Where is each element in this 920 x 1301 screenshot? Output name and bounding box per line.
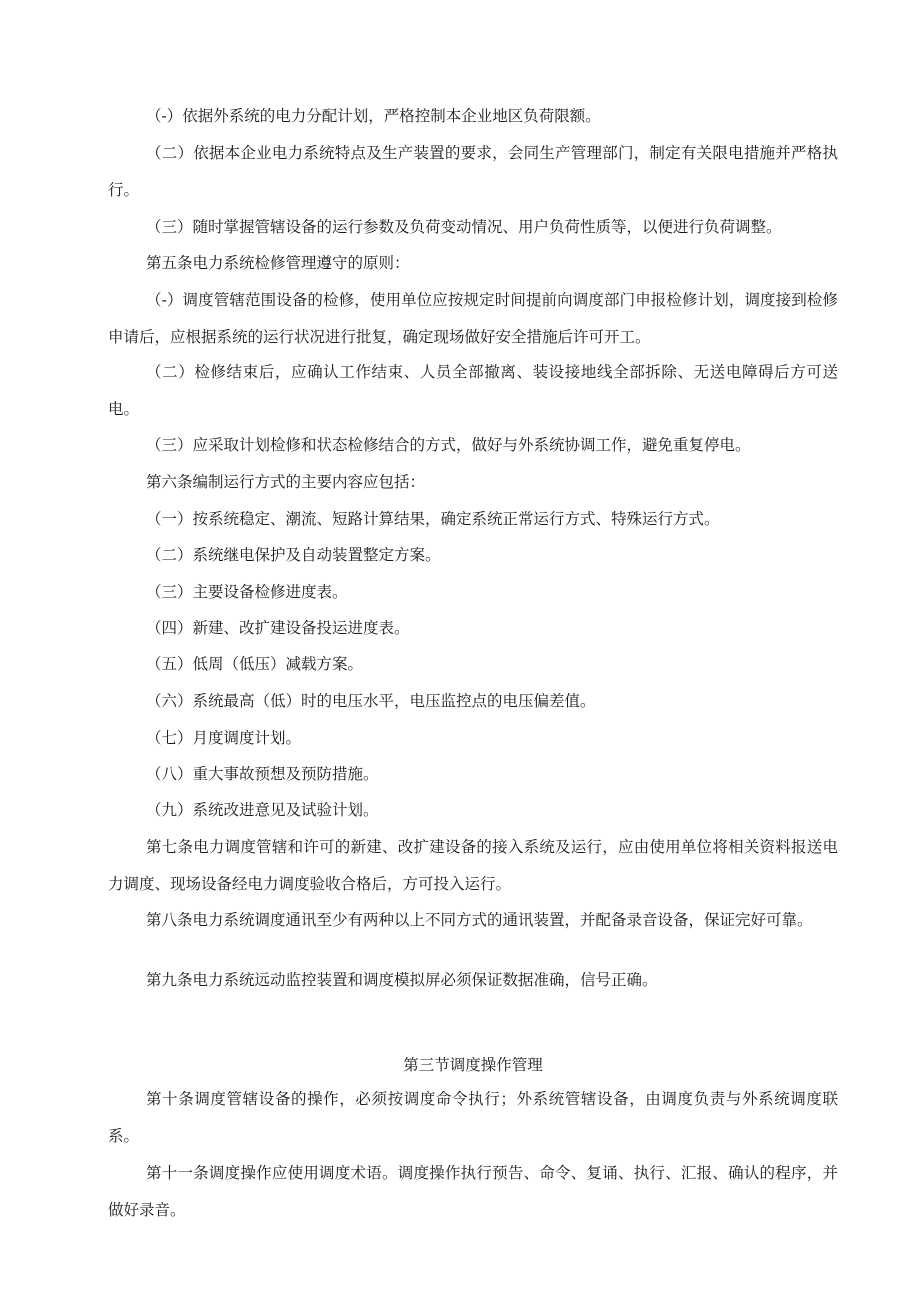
article-11: 第十一条调度操作应使用调度术语。调度操作执行预告、命令、复诵、执行、汇报、确认的程序，并做好录音。 [108, 1164, 838, 1219]
paragraph-5: （-）调度管辖范围设备的检修，使用单位应按规定时间提前向调度部门申报检修计划，调度接到检修申请后，应根据系统的运行状况进行批复，确定现场做好安全措施后许可开工。 [108, 291, 838, 346]
list-item-5: （五）低周（低压）减载方案。 [146, 655, 364, 673]
list-item-9: （九）系统改进意见及试验计划。 [146, 801, 379, 819]
paragraph-7: （三）应采取计划检修和状态检修结合的方式，做好与外系统协调工作，避免重复停电。 [146, 436, 751, 454]
article-7: 第七条电力调度管辖和许可的新建、改扩建设备的接入系统及运行，应由使用单位将相关资料报送电力调度、现场设备经电力调度验收合格后，方可投入运行。 [108, 838, 838, 893]
list-item-4: （四）新建、改扩建设备投运进度表。 [146, 619, 410, 637]
section-heading: 第三节调度操作管理 [403, 1056, 543, 1074]
article-8: 第八条电力系统调度通讯至少有两种以上不同方式的通讯装置，并配备录音设备，保证完好可靠。 [146, 911, 813, 929]
paragraph-3: （三）随时掌握管辖设备的运行参数及负荷变动情况、用户负荷性质等，以便进行负荷调整。 [146, 218, 782, 236]
article-6-heading: 第六条编制运行方式的主要内容应包括： [146, 473, 426, 491]
article-9: 第九条电力系统远动监控装置和调度模拟屏必须保证数据准确，信号正确。 [146, 971, 658, 989]
paragraph-2: （二）依据本企业电力系统特点及生产装置的要求，会同生产管理部门，制定有关限电措施并严格执行。 [108, 144, 838, 199]
list-item-2: （二）系统继电保护及自动装置整定方案。 [146, 546, 441, 564]
article-10: 第十条调度管辖设备的操作，必须按调度命令执行；外系统管辖设备，由调度负责与外系统调度联系。 [108, 1090, 838, 1145]
paragraph-6: （二）检修结束后，应确认工作结束、人员全部撤离、装设接地线全部拆除、无送电障碍后方可送电。 [108, 363, 838, 418]
list-item-7: （七）月度调度计划。 [146, 729, 302, 747]
list-item-6: （六）系统最高（低）时的电压水平，电压监控点的电压偏差值。 [146, 692, 596, 710]
list-item-8: （八）重大事故预想及预防措施。 [146, 765, 379, 783]
article-5-heading: 第五条电力系统检修管理遵守的原则： [146, 254, 410, 272]
paragraph-1: （-）依据外系统的电力分配计划，严格控制本企业地区负荷限额。 [146, 107, 601, 125]
list-item-1: （一）按系统稳定、潮流、短路计算结果，确定系统正常运行方式、特殊运行方式。 [146, 510, 720, 528]
list-item-3: （三）主要设备检修进度表。 [146, 583, 348, 601]
